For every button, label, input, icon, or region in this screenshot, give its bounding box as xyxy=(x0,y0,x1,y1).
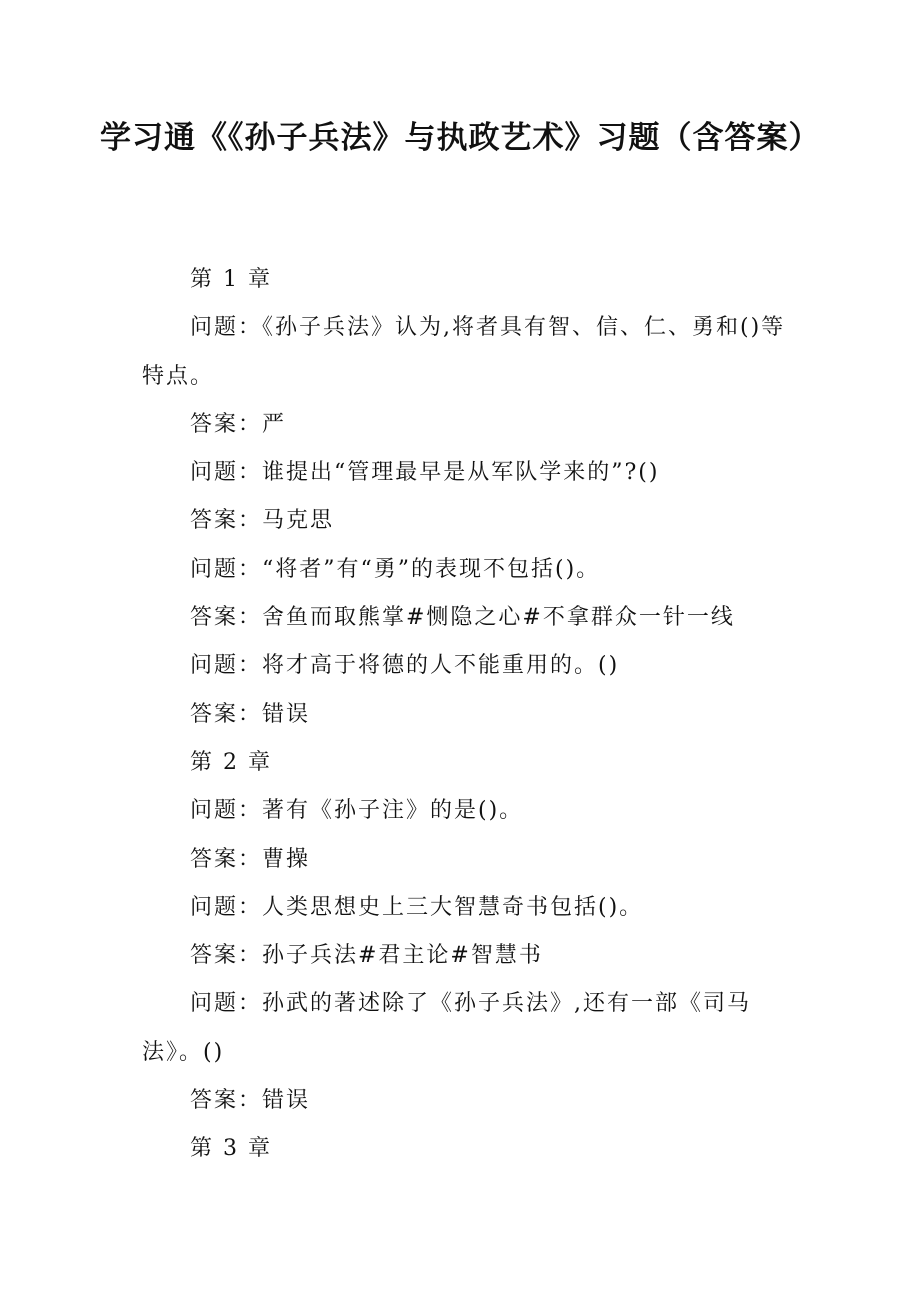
question-text: 问题：人类思想史上三大智慧奇书包括()。 xyxy=(190,894,644,920)
question-text: 问题：谁提出“管理最早是从军队学来的”?() xyxy=(190,460,660,486)
answer-text: 答案：马克思 xyxy=(190,508,335,534)
document-body xyxy=(142,256,792,1174)
chapter-heading: 第 2 章 xyxy=(190,749,272,775)
chapter-heading: 第 1 章 xyxy=(190,267,272,292)
answer-text: 答案：错误 xyxy=(190,701,311,727)
answer-text: 答案：严 xyxy=(190,411,287,437)
answer-text: 答案：曹操 xyxy=(190,846,311,872)
answer-text: 答案：孙子兵法#君主论#智慧书 xyxy=(190,943,543,969)
question-text: 问题：《孙子兵法》认为,将者具有智、信、仁、勇和()等特点。 xyxy=(142,315,786,389)
question-text: 问题：将才高于将德的人不能重用的。() xyxy=(190,653,620,679)
answer-text: 答案：舍鱼而取熊掌#恻隐之心#不拿群众一针一线 xyxy=(190,605,735,631)
answer-text: 答案：错误 xyxy=(190,1088,311,1114)
chapter-heading: 第 3 章 xyxy=(190,1136,272,1162)
question-text: 问题：著有《孙子注》的是()。 xyxy=(190,798,524,824)
question-text: 问题：孙武的著述除了《孙子兵法》,还有一部《司马法》。() xyxy=(142,991,751,1065)
document-title: 学习通《《孙子兵法》与执政艺术》习题（含答案） xyxy=(100,120,821,156)
question-text: 问题：“将者”有“勇”的表现不包括()。 xyxy=(190,556,601,582)
